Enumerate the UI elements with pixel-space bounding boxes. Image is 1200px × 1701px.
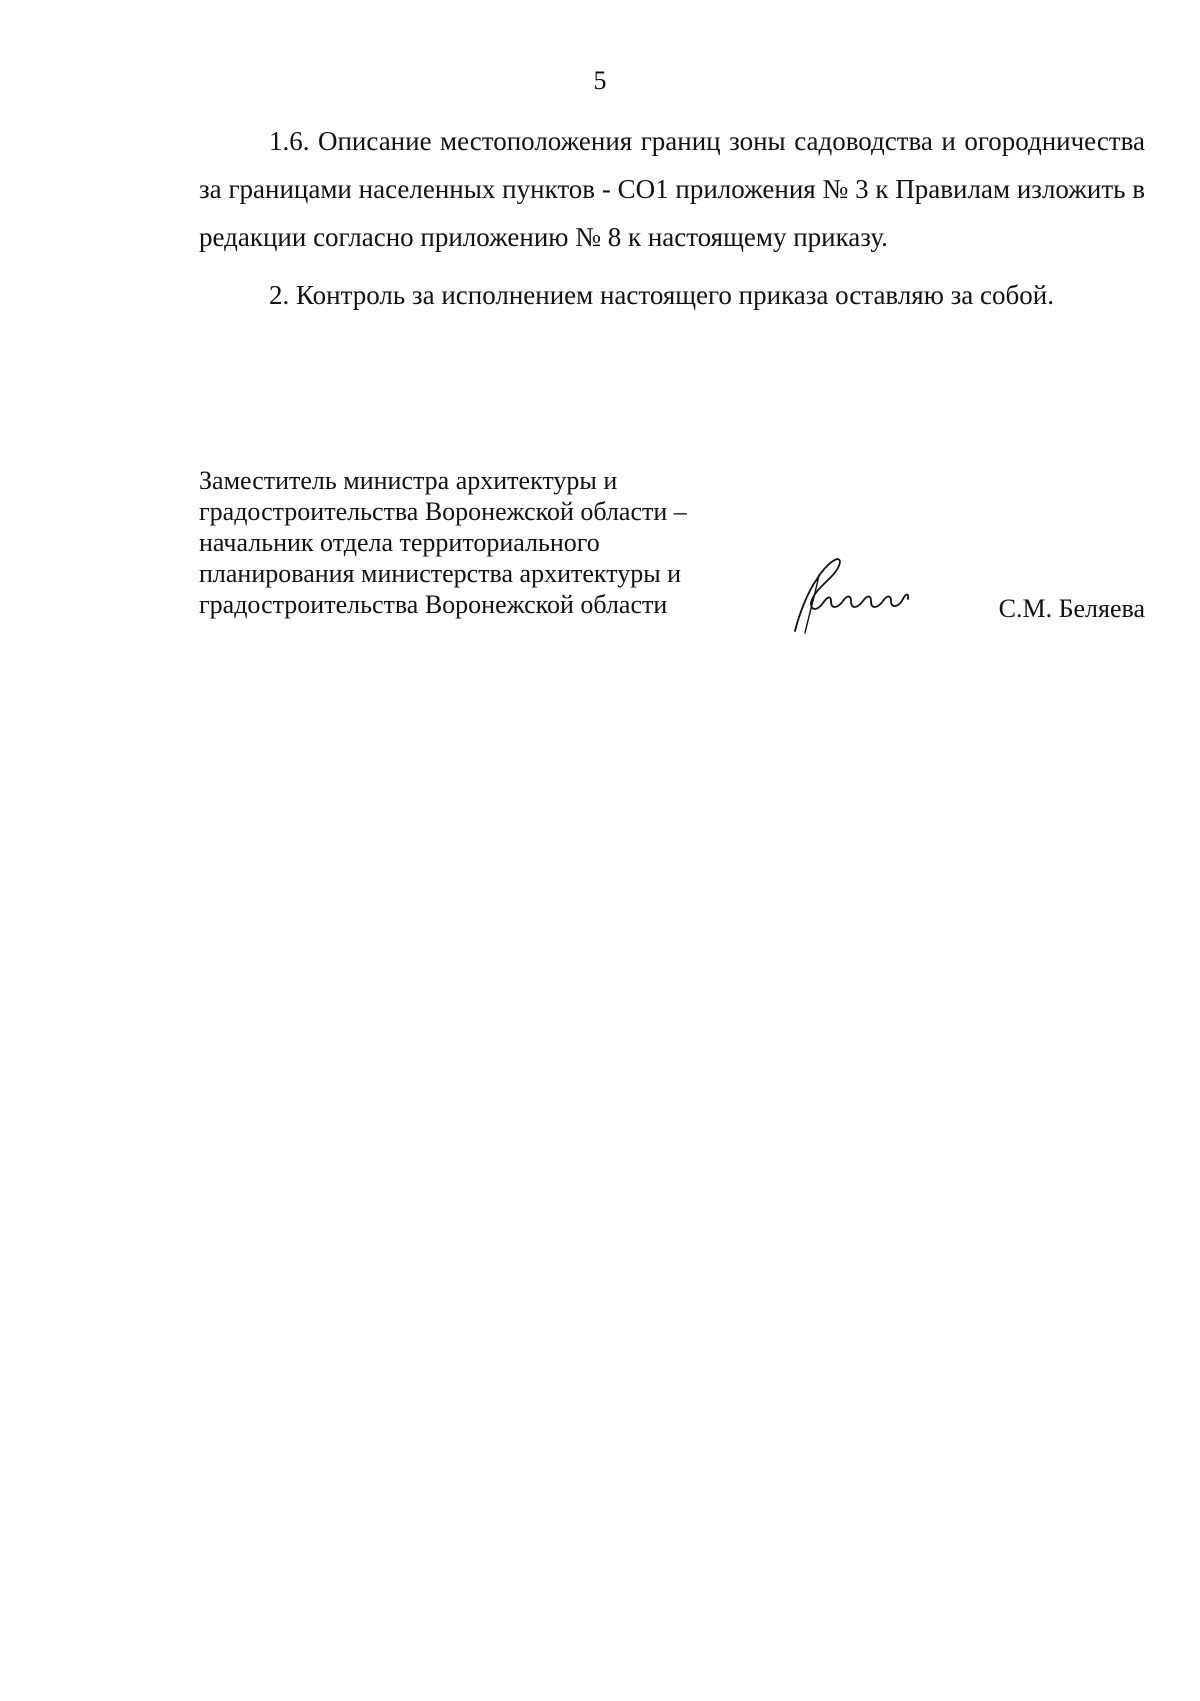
position-line-1: Заместитель министра архитектуры и xyxy=(199,466,618,495)
paragraph-2: 2. Контроль за исполнением настоящего приказа оставляю за собой. xyxy=(269,280,1054,310)
signatory-position xyxy=(199,465,759,620)
position-line-2: градостроительства Воронежской области – xyxy=(199,497,687,526)
position-line-3: начальник отдела территориального xyxy=(199,528,600,557)
page-number: 5 xyxy=(593,66,607,95)
signature-block xyxy=(199,465,1145,645)
document-body xyxy=(199,117,1145,319)
position-line-4: планирования министерства архитектуры и xyxy=(199,559,682,588)
position-line-5: градостроительства Воронежской области xyxy=(199,590,668,619)
signer-name: С.М. Беляева xyxy=(998,594,1145,623)
paragraph-1-6: 1.6. Описание местоположения границ зоны садоводства и огородничества за границами населенных пунктов - СО1 приложения № 3 к Правилам изложить в редакции согласно приложению № 8 к настоящему приказу. xyxy=(199,126,1145,252)
handwritten-signature xyxy=(787,555,937,635)
